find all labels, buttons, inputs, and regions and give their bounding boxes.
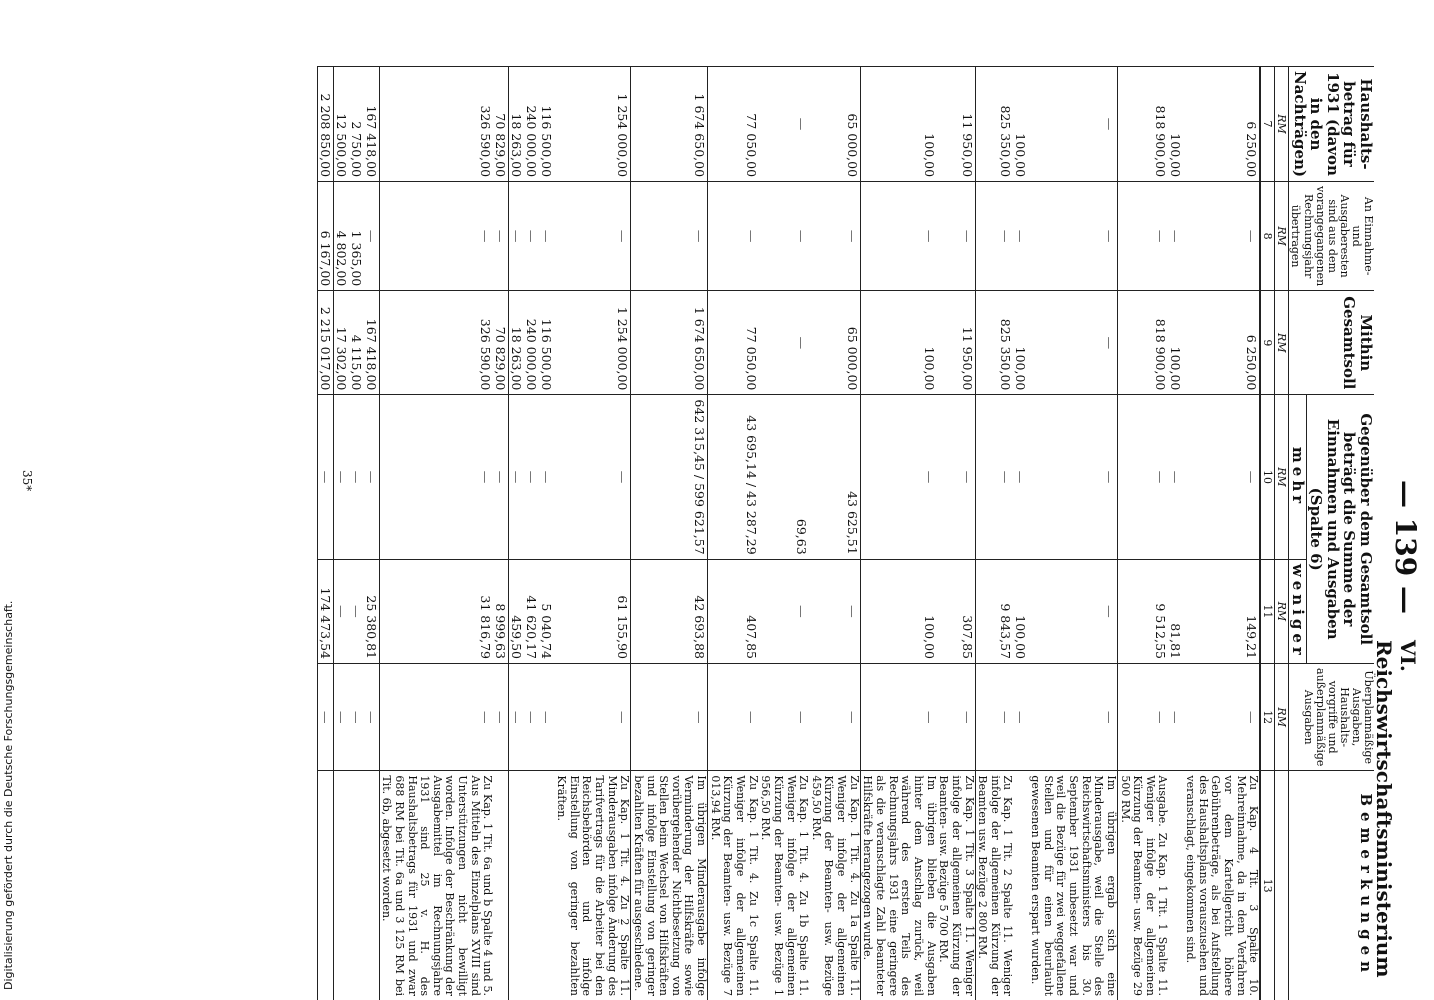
cell-c12: — bbox=[554, 664, 630, 771]
cell-c10: — bbox=[1028, 395, 1117, 559]
cell-c10: — bbox=[379, 395, 493, 559]
cell-c10: 43 695,14 / 43 287,29 bbox=[708, 395, 759, 559]
table-row bbox=[1169, 67, 1184, 1000]
cell-c7: 77 050,00 bbox=[708, 67, 759, 182]
cell-remark: Zu Kap. 1 Tit. 4. Zu 2 Spalte 11. Minderausgaben infolge Änderung des Tarifvertrags für die Arbeiter bei den Reichsbehörden und infolge Einstellung von geringer bezahlten Kräften. bbox=[554, 771, 630, 1000]
cell-c11: 100,00 bbox=[1013, 559, 1028, 663]
cell-c9: 100,00 bbox=[1169, 291, 1184, 395]
cell-c11: — bbox=[1028, 559, 1117, 663]
unit-c11: RM bbox=[1275, 559, 1289, 663]
table-row bbox=[1117, 67, 1168, 1000]
budget-table bbox=[317, 66, 1374, 1000]
cell-c10: 43 625,51 bbox=[809, 395, 860, 559]
table-row bbox=[809, 67, 860, 1000]
col12-header: Überplanmäßige Ausgaben, Haushalts-vorgriffe und außerplanmäßige Ausgaben bbox=[1289, 664, 1374, 771]
cell-c11: 25 380,81 bbox=[364, 559, 380, 663]
cell-c12: — bbox=[493, 664, 509, 771]
cell-remark bbox=[333, 771, 349, 1000]
cell-c12: — bbox=[317, 664, 333, 771]
cell-c9: 77 050,00 bbox=[708, 291, 759, 395]
cell-remark bbox=[364, 771, 380, 1000]
cell-c9: 167 418,00 bbox=[364, 291, 380, 395]
cell-c10: — bbox=[539, 395, 554, 559]
cell-c12: — bbox=[631, 664, 708, 771]
cell-c12: — bbox=[539, 664, 554, 771]
cell-c7: 12 500,00 bbox=[333, 67, 349, 182]
cell-c9: — bbox=[759, 291, 810, 395]
cell-c10: — bbox=[509, 395, 525, 559]
table-row bbox=[317, 67, 333, 1000]
cell-c8: — bbox=[364, 182, 380, 291]
cell-c12: — bbox=[333, 664, 349, 771]
table-row bbox=[1013, 67, 1028, 1000]
cell-c7: — bbox=[1028, 67, 1117, 182]
cell-c12: — bbox=[1013, 664, 1028, 771]
cell-c7: 116 500,00 bbox=[539, 67, 554, 182]
cell-c7: 65 000,00 bbox=[809, 67, 860, 182]
cell-c11: 8 999,63 bbox=[493, 559, 509, 663]
cell-c7: 70 829,00 bbox=[493, 67, 509, 182]
cell-c7: 2 208 850,00 bbox=[317, 67, 333, 182]
cell-c12: — bbox=[379, 664, 493, 771]
table-row bbox=[759, 67, 810, 1000]
cell-c12: — bbox=[364, 664, 380, 771]
cell-c8: — bbox=[1184, 182, 1261, 291]
col11-header: weniger bbox=[1289, 559, 1307, 663]
cell-c12: — bbox=[1169, 664, 1184, 771]
cell-c11: 42 693,88 bbox=[631, 559, 708, 663]
cell-c8: 1 365,00 bbox=[349, 182, 364, 291]
table-row bbox=[524, 67, 539, 1000]
cell-c8: — bbox=[1028, 182, 1117, 291]
cell-c10: — bbox=[349, 395, 364, 559]
cell-c11: 9 512,55 bbox=[1117, 559, 1168, 663]
table-row bbox=[975, 67, 1013, 1000]
cell-c10: — bbox=[860, 395, 936, 559]
table-row bbox=[539, 67, 554, 1000]
cell-remark: Zu Kap. 1 Tit. 4. Zu 1c Spalte 11. Weniger infolge der allgemeinen Kürzung der Beamten- usw. Bezüge 7 013,94 RM. bbox=[708, 771, 759, 1000]
cell-c10: — bbox=[1013, 395, 1028, 559]
cell-c8: — bbox=[759, 182, 810, 291]
table-row bbox=[493, 67, 509, 1000]
cell-c9: 100,00 bbox=[860, 291, 936, 395]
cell-c8: — bbox=[379, 182, 493, 291]
cell-c10: — bbox=[524, 395, 539, 559]
cell-c12: — bbox=[509, 664, 525, 771]
cell-c7: 167 418,00 bbox=[364, 67, 380, 182]
cell-c11: — bbox=[809, 559, 860, 663]
cell-c8: — bbox=[554, 182, 630, 291]
cell-c7: 326 590,00 bbox=[379, 67, 493, 182]
cell-c8: — bbox=[708, 182, 759, 291]
cell-c12: — bbox=[937, 664, 975, 771]
cell-c11: — bbox=[349, 559, 364, 663]
cell-c8: — bbox=[631, 182, 708, 291]
cell-c8: — bbox=[1117, 182, 1168, 291]
unit-c8: RM bbox=[1275, 182, 1289, 291]
cell-c10: — bbox=[1117, 395, 1168, 559]
cell-c10: — bbox=[937, 395, 975, 559]
cell-c11: 81,81 bbox=[1169, 559, 1184, 663]
colnum-8: 8 bbox=[1260, 182, 1275, 291]
unit-c9: RM bbox=[1275, 291, 1289, 395]
cell-remark: Im übrigen ergab sich eine Minderausgabe, weil die Stelle des Reichswirtschaftsministers bis 30. September 1931 unbesetzt war und weil die Bezüge für zwei weggefallene Stellen und für einen beurlaubt gewesenen Beamten erspart wurden. bbox=[1028, 771, 1117, 1000]
page-number: — 139 — bbox=[1389, 480, 1422, 614]
cell-c9: 100,00 bbox=[1013, 291, 1028, 395]
cell-remark bbox=[509, 771, 525, 1000]
ministry-heading: VI. Reichswirtschaftsministerium bbox=[1372, 640, 1420, 978]
table-row bbox=[379, 67, 493, 1000]
table-row bbox=[509, 67, 525, 1000]
cell-c8: — bbox=[509, 182, 525, 291]
cell-remark: Im übrigen blieben die Ausgaben hinter dem Anschlag zurück, weil während des ersten Teils des Rechnungsjahrs 1931 eine geringere als die veranschlagte Zahl beamteter Hilfskräfte herangezogen wurde. bbox=[860, 771, 936, 1000]
cell-c11: 307,85 bbox=[937, 559, 975, 663]
cell-c8: — bbox=[975, 182, 1013, 291]
cell-c8: 4 802,00 bbox=[333, 182, 349, 291]
cell-c11: 407,85 bbox=[708, 559, 759, 663]
cell-c7: — bbox=[759, 67, 810, 182]
cell-c9: 2 215 017,00 bbox=[317, 291, 333, 395]
cell-c7: 825 350,00 bbox=[975, 67, 1013, 182]
colnum-7: 7 bbox=[1260, 67, 1275, 182]
cell-c12: — bbox=[1117, 664, 1168, 771]
cell-c9: 825 350,00 bbox=[975, 291, 1013, 395]
cell-c7: 18 263,00 bbox=[509, 67, 525, 182]
cell-c10: 69,63 bbox=[759, 395, 810, 559]
cell-c9: 65 000,00 bbox=[809, 291, 860, 395]
cell-c10: — bbox=[554, 395, 630, 559]
table-row bbox=[364, 67, 380, 1000]
cell-c9: 4 115,00 bbox=[349, 291, 364, 395]
table-row bbox=[554, 67, 630, 1000]
cell-remark: Zu Kap. 1 Tit. 6a und b Spalte 4 und 5. Aus Mitteln des Einzelplans XVIII sind Unterstützungen nicht bewilligt worden. Infolge der Beschränkung der Ausgabemittel im Rechnungsjahre 1931 sind 25 v. H. des Haushaltsbetrags für 1931 und zwar 688 RM bei Tit. 6a und 3 125 RM bei Tit. 6b, abgesetzt worden. bbox=[379, 771, 493, 1000]
unit-c13 bbox=[1275, 771, 1289, 1000]
table-row bbox=[1028, 67, 1117, 1000]
cell-c11: 149,21 bbox=[1184, 559, 1261, 663]
colnum-9: 9 bbox=[1260, 291, 1275, 395]
cell-remark bbox=[349, 771, 364, 1000]
digitization-text: Digitalisierung gefördert durch die Deutsche Forschungsgemeinschaft. bbox=[2, 600, 15, 990]
cell-remark bbox=[1169, 771, 1184, 1000]
cell-c12: — bbox=[860, 664, 936, 771]
cell-c7: 1 674 650,00 bbox=[631, 67, 708, 182]
unit-c10: RM bbox=[1275, 395, 1289, 559]
cell-c9: 326 590,00 bbox=[379, 291, 493, 395]
table-body bbox=[317, 67, 1260, 1000]
cell-c9: — bbox=[1028, 291, 1117, 395]
cell-c12: — bbox=[975, 664, 1013, 771]
cell-c7: 1 254 000,00 bbox=[554, 67, 630, 182]
cell-remark bbox=[493, 771, 509, 1000]
cell-c10: — bbox=[364, 395, 380, 559]
table-row bbox=[937, 67, 975, 1000]
cell-c12: — bbox=[809, 664, 860, 771]
table-row bbox=[708, 67, 759, 1000]
cell-c10: — bbox=[1169, 395, 1184, 559]
cell-c9: 18 263,00 bbox=[509, 291, 525, 395]
cell-c10: — bbox=[493, 395, 509, 559]
table-row bbox=[1184, 67, 1261, 1000]
cell-c12: — bbox=[524, 664, 539, 771]
cell-c9: 11 950,00 bbox=[937, 291, 975, 395]
cell-remark: Zu Kap. 1 Tit. 3 Spalte 11. Weniger infolge der allgemeinen Kürzung der Beamten- usw. Bezüge 5 700 RM. bbox=[937, 771, 975, 1000]
footer-mark: 35* bbox=[20, 470, 34, 492]
cell-c9: 1 254 000,00 bbox=[554, 291, 630, 395]
cell-c12: — bbox=[349, 664, 364, 771]
cell-c8: — bbox=[1013, 182, 1028, 291]
cell-c9: 116 500,00 bbox=[539, 291, 554, 395]
cell-c11: 61 155,90 bbox=[554, 559, 630, 663]
col8-header: An Einnahme- und Ausgaberesten sind aus dem vorangegangenen Rechnungsjahr übertragen bbox=[1289, 182, 1374, 291]
cell-remark: Zu Kap. 1 Tit. 4. Zu 1a Spalte 11. Weniger infolge der allgemeinen Kürzung der Beamten- usw. Bezüge 459,50 RM. bbox=[809, 771, 860, 1000]
cell-remark: Zu Kap. 1 Tit. 4. Zu 1b Spalte 11. Weniger infolge der allgemeinen Kürzung der Beamten- usw. Bezüge 1 956,50 RM. bbox=[759, 771, 810, 1000]
cell-c10: — bbox=[975, 395, 1013, 559]
cell-c8: — bbox=[809, 182, 860, 291]
cell-c9: 6 250,00 bbox=[1184, 291, 1261, 395]
cell-c12: — bbox=[1028, 664, 1117, 771]
unit-c7: RM bbox=[1275, 67, 1289, 182]
table-row bbox=[333, 67, 349, 1000]
cell-c11: — bbox=[333, 559, 349, 663]
cell-c7: 100,00 bbox=[1169, 67, 1184, 182]
cell-c12: — bbox=[708, 664, 759, 771]
cell-c11: 100,00 bbox=[860, 559, 936, 663]
col7-header: Haushalts-betrag für 1931 (davon in den Nachträgen) bbox=[1289, 67, 1374, 182]
cell-remark: Ausgabe. Zu Kap. 1 Tit. 1 Spalte 11. Weniger infolge der allgemeinen Kürzung der Beamten- usw. Bezüge 29 500 RM. bbox=[1117, 771, 1168, 1000]
unit-c12: RM bbox=[1275, 664, 1289, 771]
cell-c11: 5 040,74 bbox=[539, 559, 554, 663]
col10-header: mehr bbox=[1289, 395, 1307, 559]
cell-remark: Zu Kap. 1 Tit. 2 Spalte 11. Weniger infolge der allgemeinen Kürzung der Beamten usw. Bezüge 2 800 RM. bbox=[975, 771, 1013, 1000]
cell-c7: 100,00 bbox=[1013, 67, 1028, 182]
cell-c9: 17 302,00 bbox=[333, 291, 349, 395]
table-row bbox=[631, 67, 708, 1000]
cell-c10: 642 315,45 / 599 621,57 bbox=[631, 395, 708, 559]
table-row bbox=[860, 67, 936, 1000]
cell-c7: 6 250,00 bbox=[1184, 67, 1261, 182]
cell-c9: 240 000,00 bbox=[524, 291, 539, 395]
cell-c11: 9 843,57 bbox=[975, 559, 1013, 663]
colnum-11: 11 bbox=[1260, 559, 1275, 663]
cell-remark bbox=[1013, 771, 1028, 1000]
cell-c7: 100,00 bbox=[860, 67, 936, 182]
cell-c11: 174 473,54 bbox=[317, 559, 333, 663]
cell-c8: — bbox=[1169, 182, 1184, 291]
cell-remark bbox=[524, 771, 539, 1000]
cell-c8: — bbox=[524, 182, 539, 291]
col13-header: Bemerkungen bbox=[1289, 771, 1374, 1000]
cell-c8: — bbox=[539, 182, 554, 291]
col9-header: Mithin Gesamtsoll bbox=[1289, 291, 1374, 395]
colnum-12: 12 bbox=[1260, 664, 1275, 771]
cell-c11: 41 620,17 bbox=[524, 559, 539, 663]
cell-c8: — bbox=[860, 182, 936, 291]
cell-c10: — bbox=[317, 395, 333, 559]
cell-c11: 31 816,79 bbox=[379, 559, 493, 663]
cell-c9: 70 829,00 bbox=[493, 291, 509, 395]
colnum-13: 13 bbox=[1260, 771, 1275, 1000]
cell-c12: — bbox=[759, 664, 810, 771]
cell-remark: Im übrigen Minderausgabe infolge Verminderung der Hilfskräfte sowie vorübergehender Nichtbesetzung von Stellen beim Wechsel von Hilfskräften und infolge Einstellung von geringer bezahlten Kräften für ausgeschiedene. bbox=[631, 771, 708, 1000]
cell-remark bbox=[539, 771, 554, 1000]
cell-remark: Zu Kap. 4 Tit. 3 Spalte 10. Mehreinnahme, da in dem Verfahren vor dem Kartellgericht höhere Gebührenbeträge, als bei Aufstellung des Haushaltsplans vorauszusehen und veranschlagt, eingekommen sind. bbox=[1184, 771, 1261, 1000]
cell-c10: — bbox=[1184, 395, 1261, 559]
cell-c7: 818 900,00 bbox=[1117, 67, 1168, 182]
col10-11-group-header: Gegenüber dem Gesamtsoll beträgt die Summe der Einnahmen und Ausgaben (Spalte 6) bbox=[1307, 395, 1374, 664]
cell-c9: 1 674 650,00 bbox=[631, 291, 708, 395]
digitization-note bbox=[2, 600, 16, 990]
table-row bbox=[349, 67, 364, 1000]
cell-c10: — bbox=[333, 395, 349, 559]
cell-c7: 240 000,00 bbox=[524, 67, 539, 182]
cell-c8: 6 167,00 bbox=[317, 182, 333, 291]
cell-c8: — bbox=[493, 182, 509, 291]
colnum-10: 10 bbox=[1260, 395, 1275, 559]
cell-c11: 459,50 bbox=[509, 559, 525, 663]
cell-c8: — bbox=[937, 182, 975, 291]
cell-c7: 11 950,00 bbox=[937, 67, 975, 182]
cell-c9: 818 900,00 bbox=[1117, 291, 1168, 395]
cell-c7: 2 750,00 bbox=[349, 67, 364, 182]
cell-c11: — bbox=[759, 559, 810, 663]
cell-c12: — bbox=[1184, 664, 1261, 771]
cell-remark bbox=[317, 771, 333, 1000]
